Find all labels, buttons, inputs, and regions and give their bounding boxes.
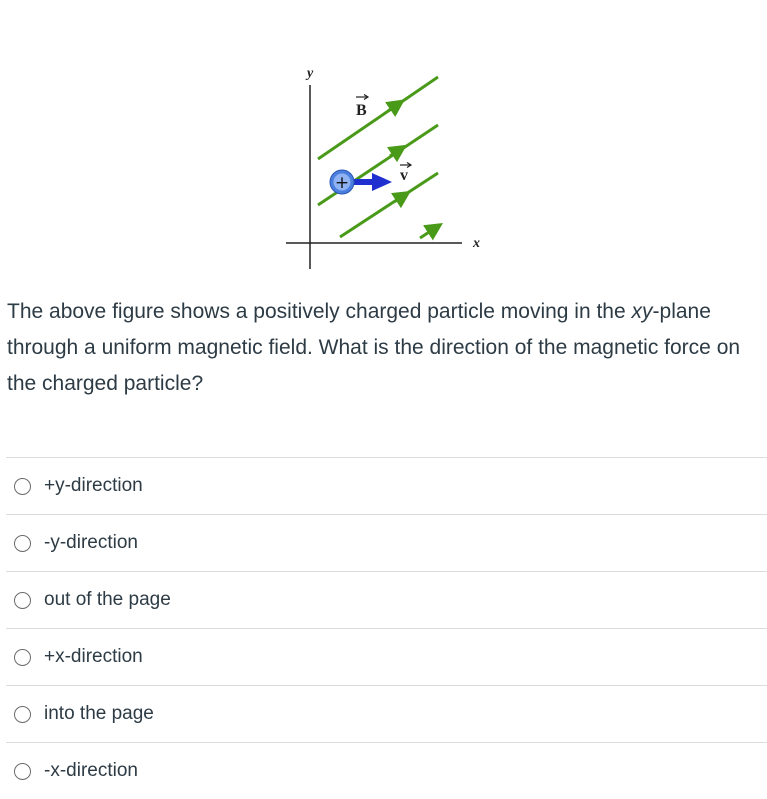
question-text: The above figure shows a positively charged particle moving in the xy-plane through a uniform magnetic field. What is the direction of the magnetic force on the charged particle?	[7, 300, 741, 395]
radio-button[interactable]	[14, 763, 31, 780]
answer-option[interactable]	[6, 742, 767, 799]
charge-symbol: +	[334, 173, 350, 193]
velocity-arrow	[352, 173, 392, 191]
x-axis-label: x	[473, 236, 480, 251]
radio-button[interactable]	[14, 535, 31, 552]
question-emphasis: xy	[631, 300, 653, 323]
radio-button[interactable]	[14, 649, 31, 666]
answer-option[interactable]	[6, 628, 767, 685]
svg-text:v: v	[400, 167, 408, 184]
radio-button[interactable]	[14, 706, 31, 723]
answer-label: out of the page	[44, 589, 171, 610]
field-label-b	[356, 95, 368, 120]
field-line-1	[318, 77, 438, 159]
answer-option[interactable]	[6, 514, 767, 571]
velocity-label-v	[400, 163, 411, 185]
answer-option[interactable]	[6, 457, 767, 514]
field-line-3-arrow	[394, 193, 408, 202]
svg-text:B: B	[356, 102, 367, 119]
answer-label: -x-direction	[44, 760, 138, 781]
magnetic-field-figure	[270, 55, 500, 275]
answer-label: +x-direction	[44, 646, 143, 667]
answer-label: +y-direction	[44, 475, 143, 496]
positive-charge	[330, 170, 354, 194]
answer-label: into the page	[44, 703, 154, 724]
answer-option[interactable]	[6, 571, 767, 628]
answer-list	[6, 457, 767, 799]
field-line-2	[318, 125, 438, 205]
radio-button[interactable]	[14, 592, 31, 609]
field-line-4-arrow	[420, 225, 440, 238]
answer-label: -y-direction	[44, 532, 138, 553]
y-axis-label: y	[307, 66, 314, 81]
field-line-1-arrow	[388, 101, 402, 111]
field-line-2-arrow	[390, 147, 404, 156]
answer-option[interactable]	[6, 685, 767, 742]
radio-button[interactable]	[14, 478, 31, 495]
